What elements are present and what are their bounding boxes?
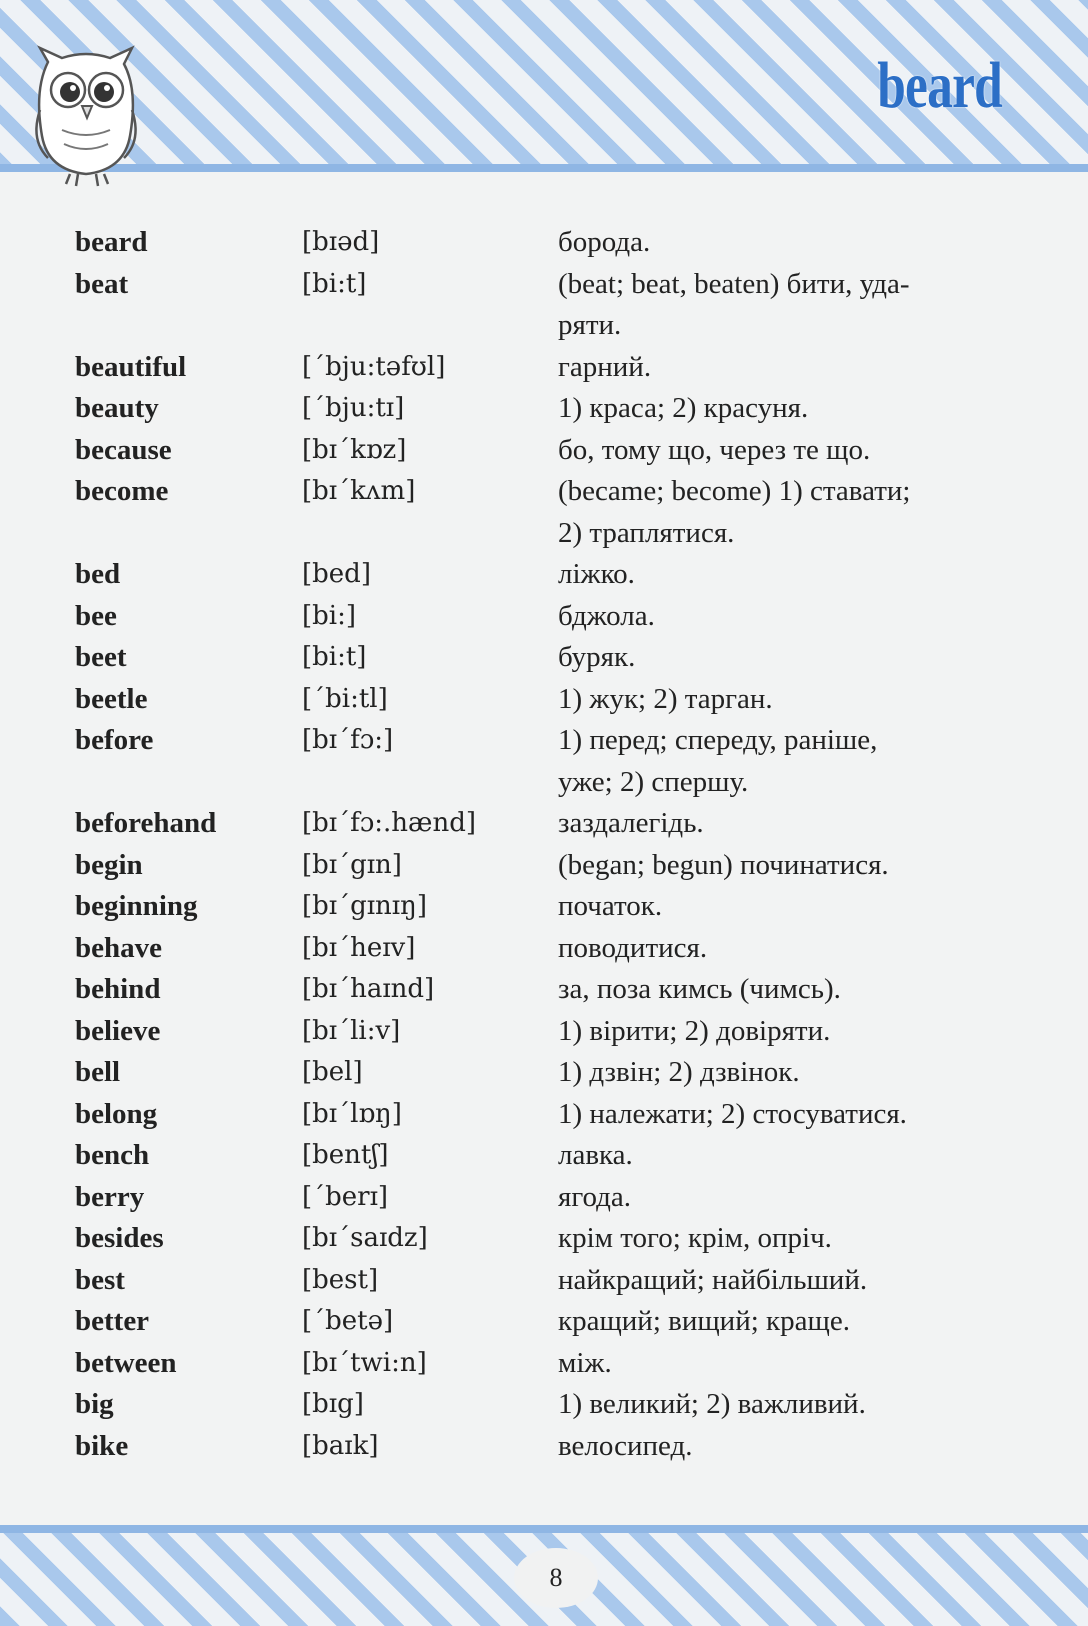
entry-row [0, 347, 1088, 389]
entry-meaning: за, поза кимсь (чимсь). [558, 973, 841, 1005]
entry-transcription: [baɪk] [302, 1430, 379, 1461]
entry-word: behave [75, 931, 162, 964]
entry-transcription: [bɪəd] [302, 227, 380, 257]
entry-meaning: уже; 2) спершу. [558, 765, 749, 798]
entry-transcription: [bɪˊlɒŋ] [302, 1098, 402, 1129]
entry-word: bench [75, 1139, 150, 1171]
entry-word: behind [75, 973, 161, 1005]
entry-transcription: [bɪˊtwi:n] [302, 1347, 427, 1378]
entry-word: beat [75, 267, 129, 300]
entry-row [0, 845, 1088, 887]
entry-word: before [75, 724, 154, 756]
entry-transcription: [bɪˊkɒz] [302, 434, 407, 465]
entry-row [0, 1384, 1088, 1426]
entry-word: belong [75, 1097, 158, 1130]
entry-transcription: [best] [302, 1264, 379, 1295]
dictionary-entry-list [0, 222, 1088, 1467]
entry-row [0, 554, 1088, 596]
entry-transcription: [bɪˊkʌm] [302, 476, 416, 506]
entry-word: big [75, 1388, 114, 1420]
entry-row [0, 513, 1088, 555]
entry-row [0, 637, 1088, 679]
running-head-word: beard [877, 49, 1002, 122]
entry-meaning: буряк. [558, 641, 636, 673]
entry-transcription: [bi:t] [302, 642, 367, 672]
entry-row [0, 430, 1088, 472]
entry-transcription: [bɪˊheɪv] [302, 932, 416, 963]
entry-word: best [75, 1263, 125, 1296]
entry-transcription: [bɪˊfɔ:] [302, 725, 394, 755]
entry-transcription: [bɪg] [302, 1389, 364, 1419]
entry-transcription: [bɪˊgɪnɪŋ] [302, 891, 428, 921]
entry-transcription: [bɪˊhaɪnd] [302, 974, 435, 1004]
entry-transcription: [ˊberɪ] [302, 1181, 389, 1212]
entry-word: beautiful [75, 350, 187, 383]
entry-meaning: 1) вірити; 2) довіряти. [558, 1014, 831, 1047]
entry-row [0, 1052, 1088, 1094]
entry-meaning: найкращий; найбільший. [558, 1263, 868, 1296]
entry-meaning: 1) перед; спереду, раніше, [558, 724, 878, 756]
entry-meaning: бджола. [558, 599, 655, 632]
entry-transcription: [ˊbju:təfʊl] [302, 351, 446, 382]
entry-word: beetle [75, 682, 148, 715]
entry-meaning: 1) великий; 2) важливий. [558, 1388, 866, 1420]
entry-transcription: [bɪˊsaɪdz] [302, 1223, 428, 1253]
entry-word: believe [75, 1014, 161, 1047]
entry-row [0, 1011, 1088, 1053]
entry-row [0, 1135, 1088, 1177]
entry-word: bike [75, 1429, 129, 1462]
entry-word: bell [75, 1056, 121, 1088]
entry-meaning: початок. [558, 890, 663, 922]
entry-row [0, 928, 1088, 970]
entry-row [0, 803, 1088, 845]
entry-transcription: [bɪˊfɔ:.hænd] [302, 808, 477, 838]
entry-meaning: ряти. [558, 309, 622, 341]
entry-row [0, 471, 1088, 513]
entry-row [0, 1218, 1088, 1260]
entry-meaning: ягода. [558, 1180, 632, 1213]
page-number: 8 [514, 1548, 598, 1608]
entry-transcription: [bentʃ] [302, 1140, 389, 1170]
entry-row [0, 679, 1088, 721]
entry-word: become [75, 475, 169, 507]
entry-row [0, 762, 1088, 804]
entry-meaning: (beat; beat, beaten) бити, уда- [558, 267, 910, 300]
entry-word: beauty [75, 392, 159, 424]
entry-row [0, 388, 1088, 430]
entry-meaning: лавка. [558, 1139, 633, 1171]
entry-meaning: 1) належати; 2) стосуватися. [558, 1097, 907, 1130]
entry-row [0, 222, 1088, 264]
entry-row [0, 305, 1088, 347]
entry-transcription: [ˊbi:tl] [302, 683, 388, 714]
entry-meaning: бо, тому що, через те що. [558, 433, 871, 466]
entry-word: begin [75, 848, 143, 881]
entry-meaning: борода. [558, 226, 651, 258]
entry-transcription: [ˊbetə] [302, 1306, 394, 1336]
entry-row [0, 1260, 1088, 1302]
entry-transcription: [ˊbju:tɪ] [302, 393, 405, 423]
entry-meaning: 1) краса; 2) красуня. [558, 392, 809, 424]
entry-meaning: 1) жук; 2) тарган. [558, 682, 773, 715]
entry-meaning: гарний. [558, 350, 652, 383]
entry-transcription: [bel] [302, 1057, 363, 1087]
entry-row [0, 264, 1088, 306]
entry-transcription: [bɪˊli:v] [302, 1015, 401, 1046]
entry-row [0, 1177, 1088, 1219]
entry-transcription: [bi:t] [302, 268, 367, 299]
entry-meaning: велосипед. [558, 1429, 693, 1462]
entry-word: beforehand [75, 807, 217, 839]
entry-word: bee [75, 599, 117, 632]
entry-meaning: поводитися. [558, 931, 708, 964]
entry-meaning: кращий; вищий; краще. [558, 1305, 850, 1337]
entry-meaning: ліжко. [558, 558, 635, 590]
entry-row [0, 1343, 1088, 1385]
entry-word: beet [75, 641, 127, 673]
entry-word: better [75, 1305, 150, 1337]
entry-word: beginning [75, 890, 198, 922]
entry-row [0, 886, 1088, 928]
entry-meaning: крім того; крім, опріч. [558, 1222, 832, 1254]
entry-meaning: 2) траплятися. [558, 516, 735, 549]
entry-meaning: (became; become) 1) ставати; [558, 475, 911, 507]
entry-meaning: заздалегідь. [558, 807, 704, 839]
entry-word: between [75, 1346, 177, 1379]
entry-row [0, 596, 1088, 638]
entry-row [0, 969, 1088, 1011]
entry-meaning: 1) дзвін; 2) дзвінок. [558, 1056, 800, 1088]
entry-transcription: [bɪˊgɪn] [302, 849, 402, 880]
entry-meaning: між. [558, 1346, 612, 1379]
entry-word: bed [75, 558, 121, 590]
entry-row [0, 720, 1088, 762]
entry-word: beard [75, 226, 148, 258]
entry-transcription: [bi:] [302, 600, 357, 631]
owl-mascot-icon [26, 40, 146, 190]
entry-row [0, 1094, 1088, 1136]
entry-word: besides [75, 1222, 164, 1254]
entry-row [0, 1426, 1088, 1468]
entry-word: berry [75, 1180, 145, 1213]
entry-transcription: [bed] [302, 559, 371, 589]
entry-word: because [75, 433, 172, 466]
entry-meaning: (began; begun) починатися. [558, 848, 889, 881]
entry-row [0, 1301, 1088, 1343]
